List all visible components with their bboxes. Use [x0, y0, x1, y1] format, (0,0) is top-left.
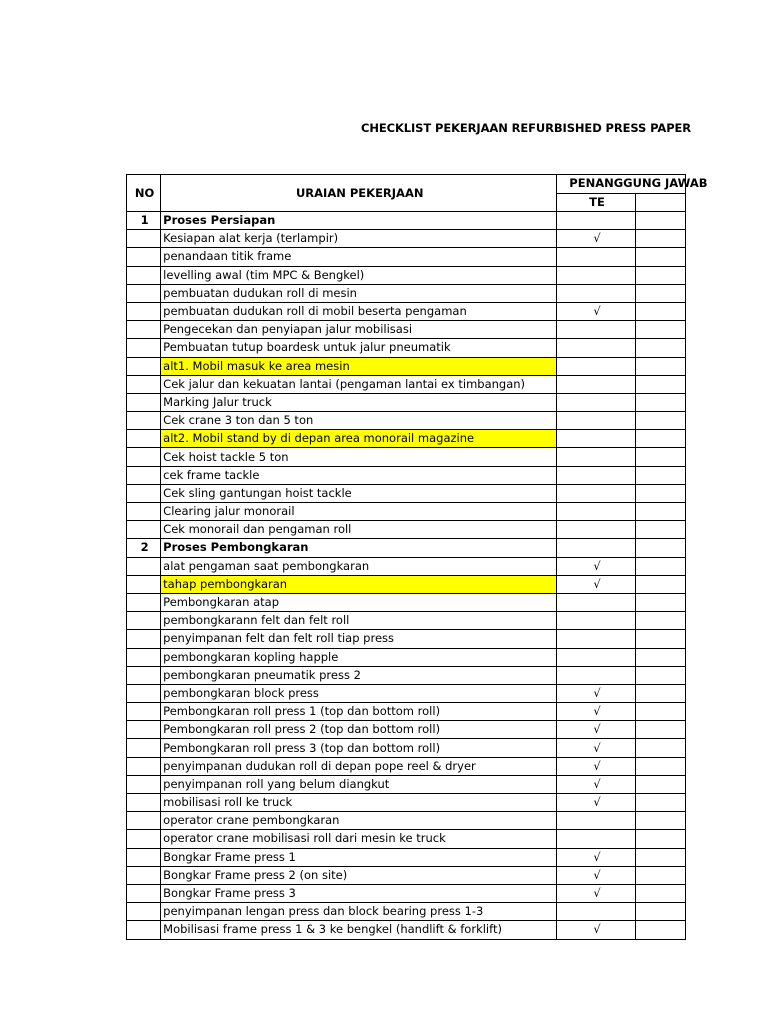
te-check-mark: √ — [557, 721, 635, 739]
table-row — [127, 521, 686, 539]
row-number — [127, 921, 161, 939]
task-description: pembongkarann felt dan felt roll — [161, 612, 557, 630]
extra-column-cell — [635, 375, 685, 393]
te-check-mark — [557, 903, 635, 921]
te-check-mark — [557, 521, 635, 539]
extra-column-cell — [635, 302, 685, 320]
row-number — [127, 339, 161, 357]
te-check-mark: √ — [557, 684, 635, 702]
extra-column-cell — [635, 794, 685, 812]
task-description: alt1. Mobil masuk ke area mesin — [161, 357, 557, 375]
task-description: Bongkar Frame press 1 — [161, 848, 557, 866]
row-number — [127, 848, 161, 866]
checklist-table — [126, 174, 708, 940]
task-description: mobilisasi roll ke truck — [161, 794, 557, 812]
row-number — [127, 830, 161, 848]
row-number — [127, 739, 161, 757]
task-description: pembuatan dudukan roll di mobil beserta pengaman — [161, 302, 557, 320]
te-check-mark: √ — [557, 866, 635, 884]
row-number — [127, 357, 161, 375]
te-check-mark: √ — [557, 302, 635, 320]
extra-column-cell — [635, 430, 685, 448]
table-row — [127, 775, 686, 793]
extra-column-cell — [635, 739, 685, 757]
table-row — [127, 630, 686, 648]
extra-column-cell — [635, 703, 685, 721]
extra-column-cell — [635, 812, 685, 830]
te-check-mark — [557, 393, 635, 411]
te-check-mark — [557, 212, 635, 230]
row-number — [127, 775, 161, 793]
te-check-mark: √ — [557, 757, 635, 775]
task-description: Pembongkaran roll press 2 (top dan bottom roll) — [161, 721, 557, 739]
extra-column-cell — [635, 521, 685, 539]
te-check-mark — [557, 648, 635, 666]
row-number — [127, 866, 161, 884]
row-number — [127, 448, 161, 466]
table-row — [127, 430, 686, 448]
extra-column-cell — [635, 757, 685, 775]
te-check-mark — [557, 666, 635, 684]
task-description: penandaan titik frame — [161, 248, 557, 266]
te-check-mark — [557, 430, 635, 448]
table-row — [127, 339, 686, 357]
row-number — [127, 266, 161, 284]
task-description: Mobilisasi frame press 1 & 3 ke bengkel (handlift & forklift) — [161, 921, 557, 939]
row-number — [127, 321, 161, 339]
task-description: cek frame tackle — [161, 466, 557, 484]
table-row — [127, 357, 686, 375]
task-description: Cek crane 3 ton dan 5 ton — [161, 412, 557, 430]
row-number — [127, 393, 161, 411]
te-check-mark — [557, 375, 635, 393]
extra-column-cell — [635, 612, 685, 630]
table-row — [127, 684, 686, 702]
table-row — [127, 848, 686, 866]
row-number — [127, 284, 161, 302]
checklist-rows — [127, 212, 686, 940]
table-row — [127, 575, 686, 593]
te-check-mark — [557, 321, 635, 339]
extra-column-cell — [635, 666, 685, 684]
task-description: Pengecekan dan penyiapan jalur mobilisasi — [161, 321, 557, 339]
task-description: penyimpanan roll yang belum diangkut — [161, 775, 557, 793]
table-row — [127, 794, 686, 812]
task-description: Kesiapan alat kerja (terlampir) — [161, 230, 557, 248]
task-description: penyimpanan lengan press dan block bearing press 1-3 — [161, 903, 557, 921]
table-row — [127, 666, 686, 684]
te-check-mark: √ — [557, 739, 635, 757]
te-check-mark — [557, 339, 635, 357]
task-description: pembongkaran pneumatik press 2 — [161, 666, 557, 684]
extra-column-cell — [635, 866, 685, 884]
te-check-mark — [557, 503, 635, 521]
te-check-mark — [557, 448, 635, 466]
task-description: Pembongkaran atap — [161, 593, 557, 611]
te-check-mark — [557, 830, 635, 848]
row-number — [127, 612, 161, 630]
extra-column-cell — [635, 503, 685, 521]
task-description: pembuatan dudukan roll di mesin — [161, 284, 557, 302]
header-no: NO — [127, 175, 161, 212]
extra-column-cell — [635, 357, 685, 375]
task-description: tahap pembongkaran — [161, 575, 557, 593]
task-description: alat pengaman saat pembongkaran — [161, 557, 557, 575]
table-row — [127, 375, 686, 393]
row-number — [127, 412, 161, 430]
table-row — [127, 448, 686, 466]
te-check-mark — [557, 630, 635, 648]
te-check-mark — [557, 248, 635, 266]
table-row — [127, 212, 686, 230]
te-check-mark — [557, 266, 635, 284]
header-empty — [635, 193, 685, 212]
table-row — [127, 721, 686, 739]
task-description: levelling awal (tim MPC & Bengkel) — [161, 266, 557, 284]
header-penanggung-jawab: PENANGGUNG JAWAB — [557, 175, 686, 194]
row-number — [127, 794, 161, 812]
extra-column-cell — [635, 412, 685, 430]
task-description: penyimpanan felt dan felt roll tiap press — [161, 630, 557, 648]
extra-column-cell — [635, 266, 685, 284]
task-description: Marking Jalur truck — [161, 393, 557, 411]
table-row — [127, 830, 686, 848]
extra-column-cell — [635, 557, 685, 575]
table-row — [127, 557, 686, 575]
extra-column-cell — [635, 630, 685, 648]
table-row — [127, 266, 686, 284]
extra-column-cell — [635, 230, 685, 248]
te-check-mark: √ — [557, 775, 635, 793]
te-check-mark: √ — [557, 557, 635, 575]
page-title: CHECKLIST PEKERJAAN REFURBISHED PRESS PAPER — [361, 121, 692, 135]
te-check-mark — [557, 357, 635, 375]
extra-column-cell — [635, 684, 685, 702]
row-number — [127, 903, 161, 921]
te-check-mark: √ — [557, 884, 635, 902]
row-number — [127, 721, 161, 739]
table-row — [127, 302, 686, 320]
task-description: operator crane pembongkaran — [161, 812, 557, 830]
te-check-mark — [557, 466, 635, 484]
extra-column-cell — [635, 848, 685, 866]
task-description: operator crane mobilisasi roll dari mesin ke truck — [161, 830, 557, 848]
task-description: Cek jalur dan kekuatan lantai (pengaman lantai ex timbangan) — [161, 375, 557, 393]
row-number — [127, 484, 161, 502]
extra-column-cell — [635, 903, 685, 921]
te-check-mark — [557, 593, 635, 611]
extra-column-cell — [635, 248, 685, 266]
row-number — [127, 666, 161, 684]
row-number — [127, 575, 161, 593]
checklist-sheet — [126, 174, 708, 941]
header-uraian: URAIAN PEKERJAAN — [161, 175, 557, 212]
table-row — [127, 412, 686, 430]
header-te: TE — [557, 193, 635, 212]
te-check-mark: √ — [557, 794, 635, 812]
row-number — [127, 648, 161, 666]
task-description: Pembongkaran roll press 1 (top dan bottom roll) — [161, 703, 557, 721]
row-number — [127, 684, 161, 702]
task-description: Proses Pembongkaran — [161, 539, 557, 557]
extra-column-cell — [635, 448, 685, 466]
table-row — [127, 921, 686, 939]
row-number — [127, 248, 161, 266]
table-row — [127, 466, 686, 484]
task-description: Pembongkaran roll press 3 (top dan bottom roll) — [161, 739, 557, 757]
table-row — [127, 230, 686, 248]
row-number — [127, 884, 161, 902]
extra-column-cell — [635, 321, 685, 339]
task-description: penyimpanan dudukan roll di depan pope reel & dryer — [161, 757, 557, 775]
row-number — [127, 557, 161, 575]
table-row — [127, 884, 686, 902]
extra-column-cell — [635, 884, 685, 902]
extra-column-cell — [635, 539, 685, 557]
table-row — [127, 703, 686, 721]
row-number — [127, 503, 161, 521]
extra-column-cell — [635, 593, 685, 611]
extra-column-cell — [635, 648, 685, 666]
table-row — [127, 321, 686, 339]
task-description: Bongkar Frame press 2 (on site) — [161, 866, 557, 884]
table-row — [127, 812, 686, 830]
task-description: pembongkaran block press — [161, 684, 557, 702]
extra-column-cell — [635, 830, 685, 848]
row-number — [127, 757, 161, 775]
te-check-mark: √ — [557, 575, 635, 593]
extra-column-cell — [635, 466, 685, 484]
te-check-mark: √ — [557, 230, 635, 248]
extra-column-cell — [635, 339, 685, 357]
table-row — [127, 503, 686, 521]
te-check-mark — [557, 284, 635, 302]
row-number — [127, 230, 161, 248]
extra-column-cell — [635, 212, 685, 230]
task-description: Clearing jalur monorail — [161, 503, 557, 521]
task-description: Bongkar Frame press 3 — [161, 884, 557, 902]
extra-column-cell — [635, 721, 685, 739]
table-row — [127, 248, 686, 266]
row-number — [127, 812, 161, 830]
extra-column-cell — [635, 921, 685, 939]
task-description: Pembuatan tutup boardesk untuk jalur pneumatik — [161, 339, 557, 357]
task-description: Proses Persiapan — [161, 212, 557, 230]
table-row — [127, 539, 686, 557]
te-check-mark — [557, 612, 635, 630]
task-description: pembongkaran kopling happle — [161, 648, 557, 666]
te-check-mark: √ — [557, 921, 635, 939]
table-row — [127, 648, 686, 666]
task-description: alt2. Mobil stand by di depan area monorail magazine — [161, 430, 557, 448]
te-check-mark — [557, 539, 635, 557]
te-check-mark — [557, 812, 635, 830]
row-number — [127, 466, 161, 484]
table-row — [127, 757, 686, 775]
row-number: 1 — [127, 212, 161, 230]
task-description: Cek monorail dan pengaman roll — [161, 521, 557, 539]
table-row — [127, 903, 686, 921]
row-number — [127, 703, 161, 721]
row-number: 2 — [127, 539, 161, 557]
table-row — [127, 612, 686, 630]
table-row — [127, 393, 686, 411]
row-number — [127, 430, 161, 448]
row-number — [127, 630, 161, 648]
row-number — [127, 302, 161, 320]
table-row — [127, 593, 686, 611]
extra-column-cell — [635, 484, 685, 502]
task-description: Cek hoist tackle 5 ton — [161, 448, 557, 466]
table-row — [127, 739, 686, 757]
te-check-mark — [557, 484, 635, 502]
table-row — [127, 866, 686, 884]
table-row — [127, 484, 686, 502]
row-number — [127, 375, 161, 393]
te-check-mark: √ — [557, 703, 635, 721]
extra-column-cell — [635, 393, 685, 411]
row-number — [127, 593, 161, 611]
te-check-mark: √ — [557, 848, 635, 866]
te-check-mark — [557, 412, 635, 430]
row-number — [127, 521, 161, 539]
task-description: Cek sling gantungan hoist tackle — [161, 484, 557, 502]
extra-column-cell — [635, 284, 685, 302]
table-row — [127, 284, 686, 302]
extra-column-cell — [635, 575, 685, 593]
extra-column-cell — [635, 775, 685, 793]
